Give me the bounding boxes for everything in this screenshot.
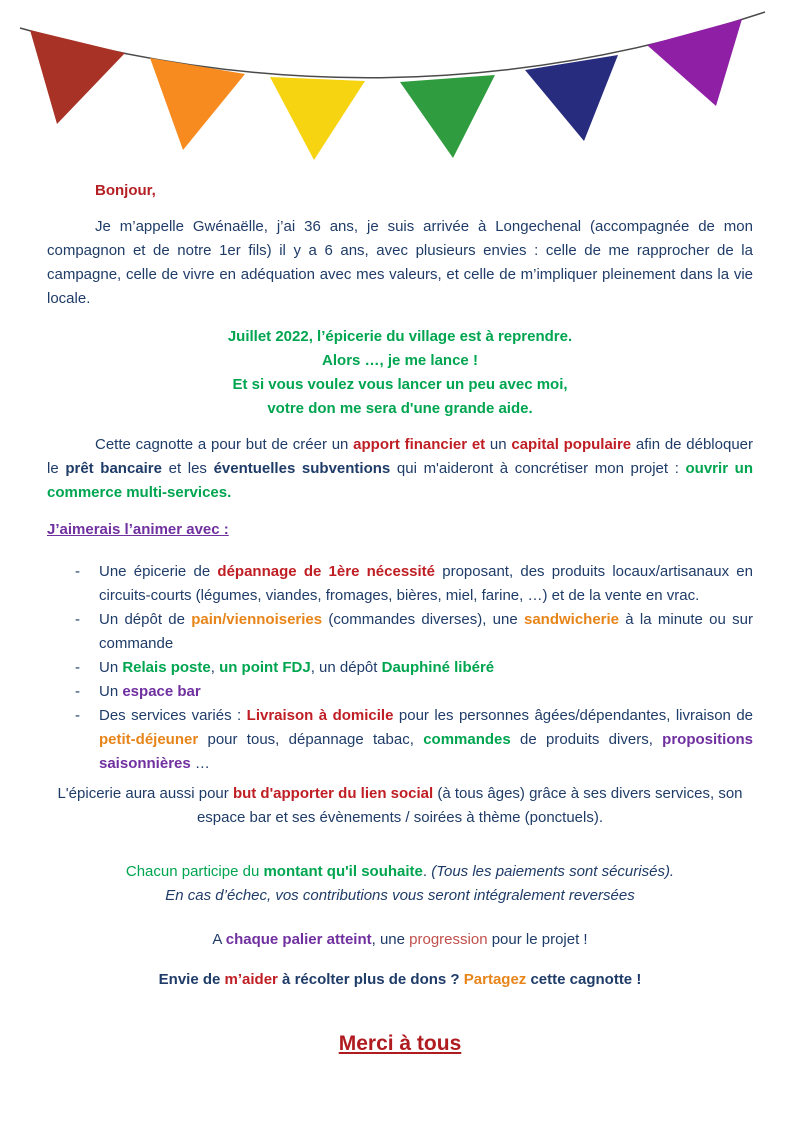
text-run: L'épicerie aura aussi pour bbox=[57, 785, 233, 802]
text-run: Livraison à domicile bbox=[246, 707, 394, 724]
text-run: prêt bancaire bbox=[65, 460, 162, 477]
thanks-title bbox=[47, 1030, 753, 1058]
bullet-text bbox=[99, 680, 753, 704]
text-run: Une épicerie de bbox=[99, 563, 218, 580]
text-run: proposant, des produits locaux/artisanaux en circuits-courts (légumes, viandes, fromages, bières, miel, farine, …) et de la vente en vrac. bbox=[99, 563, 753, 604]
text-run: progression bbox=[409, 931, 488, 948]
text-run: et les bbox=[161, 460, 214, 477]
text-run: Un bbox=[99, 659, 123, 676]
text-run: Relais poste bbox=[122, 659, 211, 676]
bullet-text bbox=[99, 608, 753, 656]
share-line bbox=[47, 968, 753, 992]
text-run: cette cagnotte ! bbox=[526, 971, 642, 988]
text-run: Envie de bbox=[158, 971, 225, 988]
text-run: commandes bbox=[423, 731, 511, 748]
text-run: propositions saisonnières bbox=[99, 731, 753, 772]
bullet-dash: - bbox=[75, 563, 80, 580]
text-run: (commandes diverses), une bbox=[322, 611, 524, 628]
text-run: Chacun participe du bbox=[125, 863, 264, 880]
flag-yellow-icon bbox=[270, 77, 365, 160]
announce-line-3: Et si vous voulez vous lancer un peu avec moi, bbox=[232, 376, 568, 393]
text-run: ouvrir un commerce multi-services. bbox=[47, 460, 753, 501]
text-run: de produits divers, bbox=[510, 731, 663, 748]
text-run: pour les personnes âgées/dépendantes, livraison de bbox=[393, 707, 754, 724]
text-run: Merci à tous bbox=[338, 1032, 462, 1055]
text-run: Partagez bbox=[463, 971, 527, 988]
social-paragraph bbox=[47, 782, 753, 830]
bullet-dash: - bbox=[75, 611, 80, 628]
text-run: petit-déjeuner bbox=[99, 731, 199, 748]
participation-line-1 bbox=[47, 860, 753, 884]
list-item bbox=[47, 608, 753, 656]
document-body bbox=[0, 179, 800, 1058]
bullet-text bbox=[99, 560, 753, 608]
text-run: chaque palier atteint bbox=[225, 931, 372, 948]
text-run: Des services variés : bbox=[99, 707, 247, 724]
text-run: . bbox=[422, 863, 432, 880]
text-run: m’aider bbox=[224, 971, 278, 988]
list-item bbox=[47, 656, 753, 680]
text-run: à récolter plus de dons ? bbox=[277, 971, 464, 988]
intro-paragraph: Je m’appelle Gwénaëlle, j’ai 36 ans, je suis arrivée à Longechenal (accompagnée de mon compagnon et de notre 1er fils) il y a 6 ans, avec plusieurs envies : celle de me rapprocher de la campagne, celle de vivre en adéquation avec mes valeurs, et celle de m’impliquer pleinement dans la vie locale. bbox=[47, 218, 753, 307]
cagnotte-paragraph bbox=[47, 433, 753, 505]
participation-block bbox=[47, 860, 753, 908]
text-run: capital populaire bbox=[511, 436, 632, 453]
participation-line-2: En cas d’échec, vos contributions vous seront intégralement reversées bbox=[165, 887, 635, 904]
text-run: (Tous les paiements sont sécurisés). bbox=[431, 863, 675, 880]
flag-navy-icon bbox=[525, 55, 618, 141]
section-heading: J’aimerais l’animer avec : bbox=[47, 521, 229, 538]
text-run: espace bar bbox=[122, 683, 201, 700]
text-run: montant qu'il souhaite bbox=[263, 863, 423, 880]
bullet-dash: - bbox=[75, 659, 80, 676]
flag-purple-icon bbox=[647, 19, 742, 106]
flag-green-icon bbox=[400, 75, 495, 158]
text-run: dépannage de 1ère nécessité bbox=[217, 563, 436, 580]
greeting: Bonjour, bbox=[95, 182, 156, 199]
text-run: Cette cagnotte a pour but de créer un bbox=[95, 436, 354, 453]
bunting-banner bbox=[0, 0, 800, 165]
milestone-line bbox=[47, 928, 753, 952]
text-run: Un bbox=[99, 683, 123, 700]
bullet-list bbox=[47, 560, 753, 776]
text-run: but d'apporter du lien social bbox=[232, 785, 434, 802]
text-run: … bbox=[190, 755, 210, 772]
flag-dark-red-icon bbox=[30, 30, 125, 124]
text-run: qui m'aideront à concrétiser mon projet : bbox=[390, 460, 686, 477]
text-run: sandwicherie bbox=[523, 611, 620, 628]
list-item bbox=[47, 560, 753, 608]
text-run: un bbox=[485, 436, 512, 453]
text-run: pain/viennoiseries bbox=[191, 611, 323, 628]
text-run: Un dépôt de bbox=[99, 611, 192, 628]
text-run: éventuelles subventions bbox=[213, 460, 391, 477]
bullet-text bbox=[99, 656, 753, 680]
text-run: afin de débloquer le bbox=[47, 436, 753, 477]
bullet-dash: - bbox=[75, 707, 80, 724]
list-item bbox=[47, 680, 753, 704]
text-run: , une bbox=[371, 931, 410, 948]
text-run: (à tous âges) grâce à ses divers services, son espace bar et ses évènements / soirées à thème (ponctuels). bbox=[196, 785, 743, 826]
text-run: apport financier et bbox=[353, 436, 486, 453]
text-run: pour tous, dépannage tabac, bbox=[198, 731, 424, 748]
text-run: , un dépôt bbox=[310, 659, 382, 676]
announce-line-2: Alors …, je me lance ! bbox=[322, 352, 478, 369]
text-run: A bbox=[212, 931, 226, 948]
bullet-dash: - bbox=[75, 683, 80, 700]
list-item bbox=[47, 704, 753, 776]
text-run: , bbox=[210, 659, 220, 676]
text-run: Dauphiné libéré bbox=[381, 659, 495, 676]
announcement-block bbox=[47, 325, 753, 421]
text-run: pour le projet ! bbox=[487, 931, 588, 948]
bullet-text bbox=[99, 704, 753, 776]
text-run: à la minute ou sur commande bbox=[99, 611, 753, 652]
flag-orange-icon bbox=[150, 58, 245, 150]
announce-line-1: Juillet 2022, l’épicerie du village est à reprendre. bbox=[227, 328, 573, 345]
announce-line-4: votre don me sera d'une grande aide. bbox=[267, 400, 533, 417]
text-run: un point FDJ bbox=[219, 659, 311, 676]
